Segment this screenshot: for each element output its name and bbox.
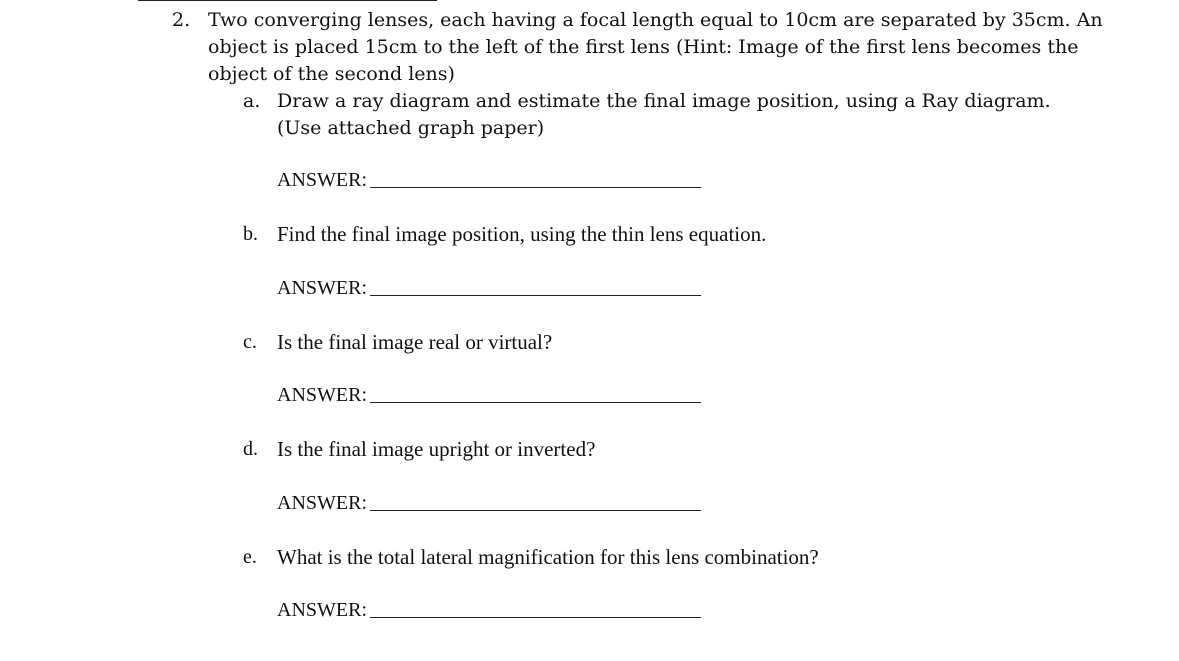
part-e-answer-row (277, 597, 701, 624)
question-number: 2. (172, 9, 191, 31)
part-b-answer-row (277, 275, 701, 302)
part-e-answer-label: ANSWER: (277, 599, 367, 621)
part-c-text: Is the final image real or virtual? (277, 330, 553, 354)
part-d-answer-blank[interactable] (370, 510, 701, 511)
part-d-answer-row (277, 490, 701, 517)
part-b-letter: b. (243, 223, 258, 245)
question-text-line-1: Two converging lenses, each having a focal length equal to 10cm are separated by 35cm. An (208, 9, 1103, 31)
part-c-answer-blank[interactable] (370, 402, 701, 403)
question-text-line-3: object of the second lens) (208, 63, 455, 85)
part-a-answer-blank[interactable] (370, 187, 701, 188)
question-text-line-2: object is placed 15cm to the left of the first lens (Hint: Image of the first lens becomes the (208, 36, 1079, 58)
part-e-text: What is the total lateral magnification for this lens combination? (277, 545, 819, 569)
part-e-letter: e. (243, 546, 257, 568)
part-a-text-line-1: Draw a ray diagram and estimate the final image position, using a Ray diagram. (277, 90, 1051, 112)
part-d-letter: d. (243, 438, 258, 460)
part-e-answer-blank[interactable] (370, 617, 701, 618)
part-d-text: Is the final image upright or inverted? (277, 437, 596, 461)
part-a-text-line-2: (Use attached graph paper) (277, 117, 545, 139)
part-a-letter: a. (243, 90, 261, 112)
part-c-answer-label: ANSWER: (277, 384, 367, 406)
top-rule-divider (138, 0, 437, 1)
part-c-answer-row (277, 382, 701, 409)
part-b-answer-label: ANSWER: (277, 277, 367, 299)
part-b-text: Find the final image position, using the thin lens equation. (277, 222, 767, 246)
part-a-answer-label: ANSWER: (277, 169, 367, 191)
part-c-letter: c. (243, 331, 257, 353)
part-b-answer-blank[interactable] (370, 295, 701, 296)
part-a-answer-row (277, 167, 701, 194)
part-d-answer-label: ANSWER: (277, 492, 367, 514)
